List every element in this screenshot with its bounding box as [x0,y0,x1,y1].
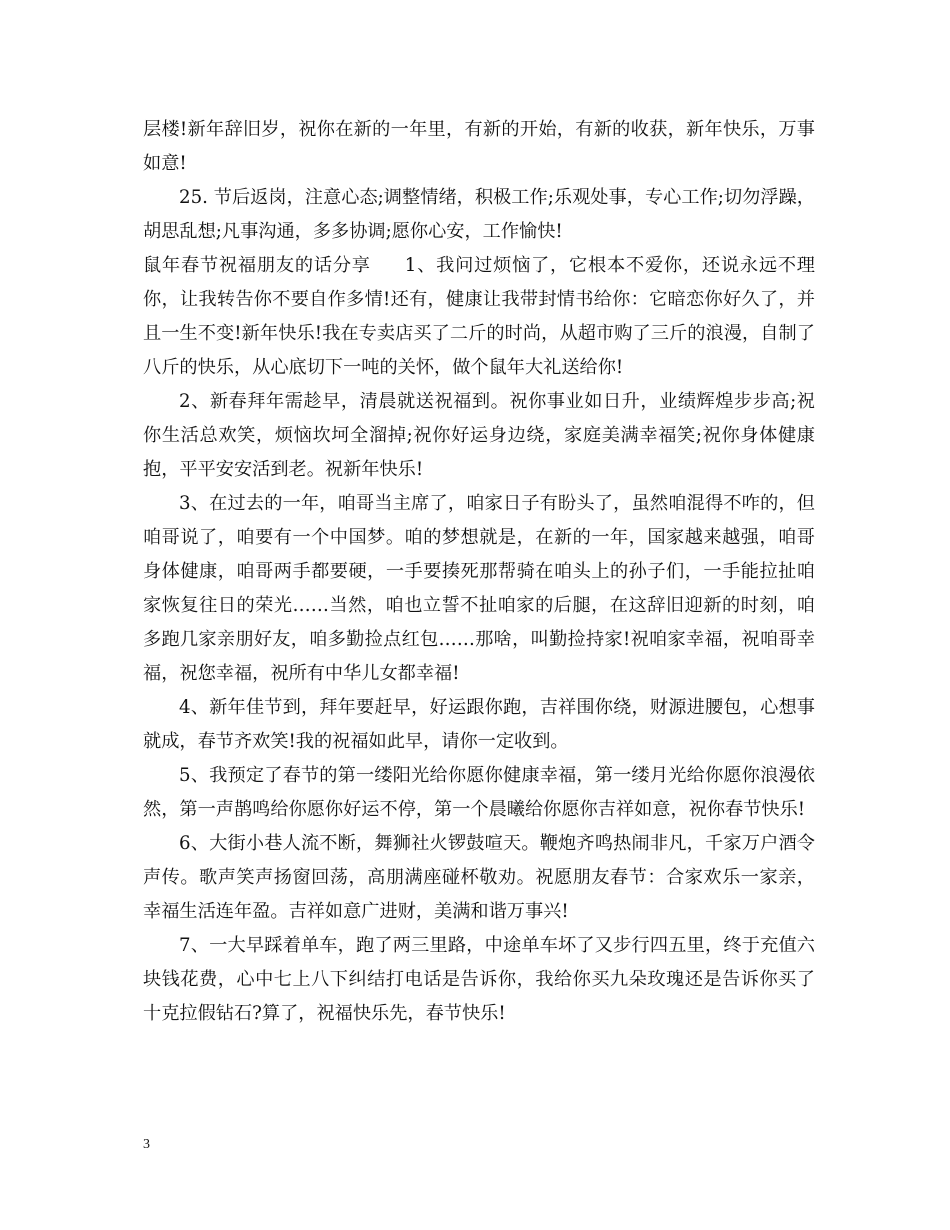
paragraph-1: 1、我问过烦恼了，它根本不爱你，还说永远不理你，让我转告你不要自作多情!还有，健康让我带封情书给你：它暗恋你好久了，并且一生不变!新年快乐!我在专卖店买了二斤的时尚，从超市购了三斤的浪漫，自制了八斤的快乐，从心底切下一吨的关怀，做个鼠年大礼送给你! [143,255,815,378]
paragraph-3: 3、在过去的一年，咱哥当主席了，咱家日子有盼头了，虽然咱混得不咋的，但咱哥说了，咱要有一个中国梦。咱的梦想就是，在新的一年，国家越来越强，咱哥身体健康，咱哥两手都要硬，一手要揍死那帮骑在咱头上的孙子们，一手能拉扯咱家恢复往日的荣光……当然，咱也立誓不扯咱家的后腿，在这辞旧迎新的时刻，咱多跑几家亲朋好友，咱多勤捡点红包……那啥，叫勤捡持家!祝咱家幸福，祝咱哥幸福，祝您幸福，祝所有中华儿女都幸福! [143,493,815,684]
paragraph-25: 25. 节后返岗，注意心态;调整情绪，积极工作;乐观处事，专心工作;切勿浮躁，胡思乱想;凡事沟通，多多协调;愿你心安，工作愉快! [143,187,815,242]
section-paragraph [143,249,815,385]
section-heading: 鼠年春节祝福朋友的话分享 [143,255,371,276]
document-body [143,113,815,1031]
paragraph-continuation: 层楼!新年辞旧岁，祝你在新的一年里，有新的开始，有新的收获，新年快乐，万事如意! [143,119,815,174]
paragraph-6: 6、大街小巷人流不断，舞狮社火锣鼓喧天。鞭炮齐鸣热闹非凡，千家万户酒令声传。歌声笑声扬窗回荡，高朋满座碰杯敬劝。祝愿朋友春节：合家欢乐一家亲，幸福生活连年盈。吉祥如意广进财，美满和谐万事兴! [143,833,815,922]
paragraph-2: 2、新春拜年需趁早，清晨就送祝福到。祝你事业如日升，业绩辉煌步步高;祝你生活总欢笑，烦恼坎坷全溜掉;祝你好运身边绕，家庭美满幸福笑;祝你身体健康抱，平平安安活到老。祝新年快乐! [143,391,815,480]
paragraph-5: 5、我预定了春节的第一缕阳光给你愿你健康幸福，第一缕月光给你愿你浪漫依然，第一声鹊鸣给你愿你好运不停，第一个晨曦给你愿你吉祥如意，祝你春节快乐! [143,765,815,820]
page-number: 3 [143,1137,150,1152]
paragraph-4: 4、新年佳节到，拜年要赶早，好运跟你跑，吉祥围你绕，财源进腰包，心想事就成，春节齐欢笑!我的祝福如此早，请你一定收到。 [143,697,815,752]
paragraph-7: 7、一大早踩着单车，跑了两三里路，中途单车坏了又步行四五里，终于充值六块钱花费，心中七上八下纠结打电话是告诉你，我给你买九朵玫瑰还是告诉你买了十克拉假钻石?算了，祝福快乐先，春节快乐! [143,935,815,1024]
